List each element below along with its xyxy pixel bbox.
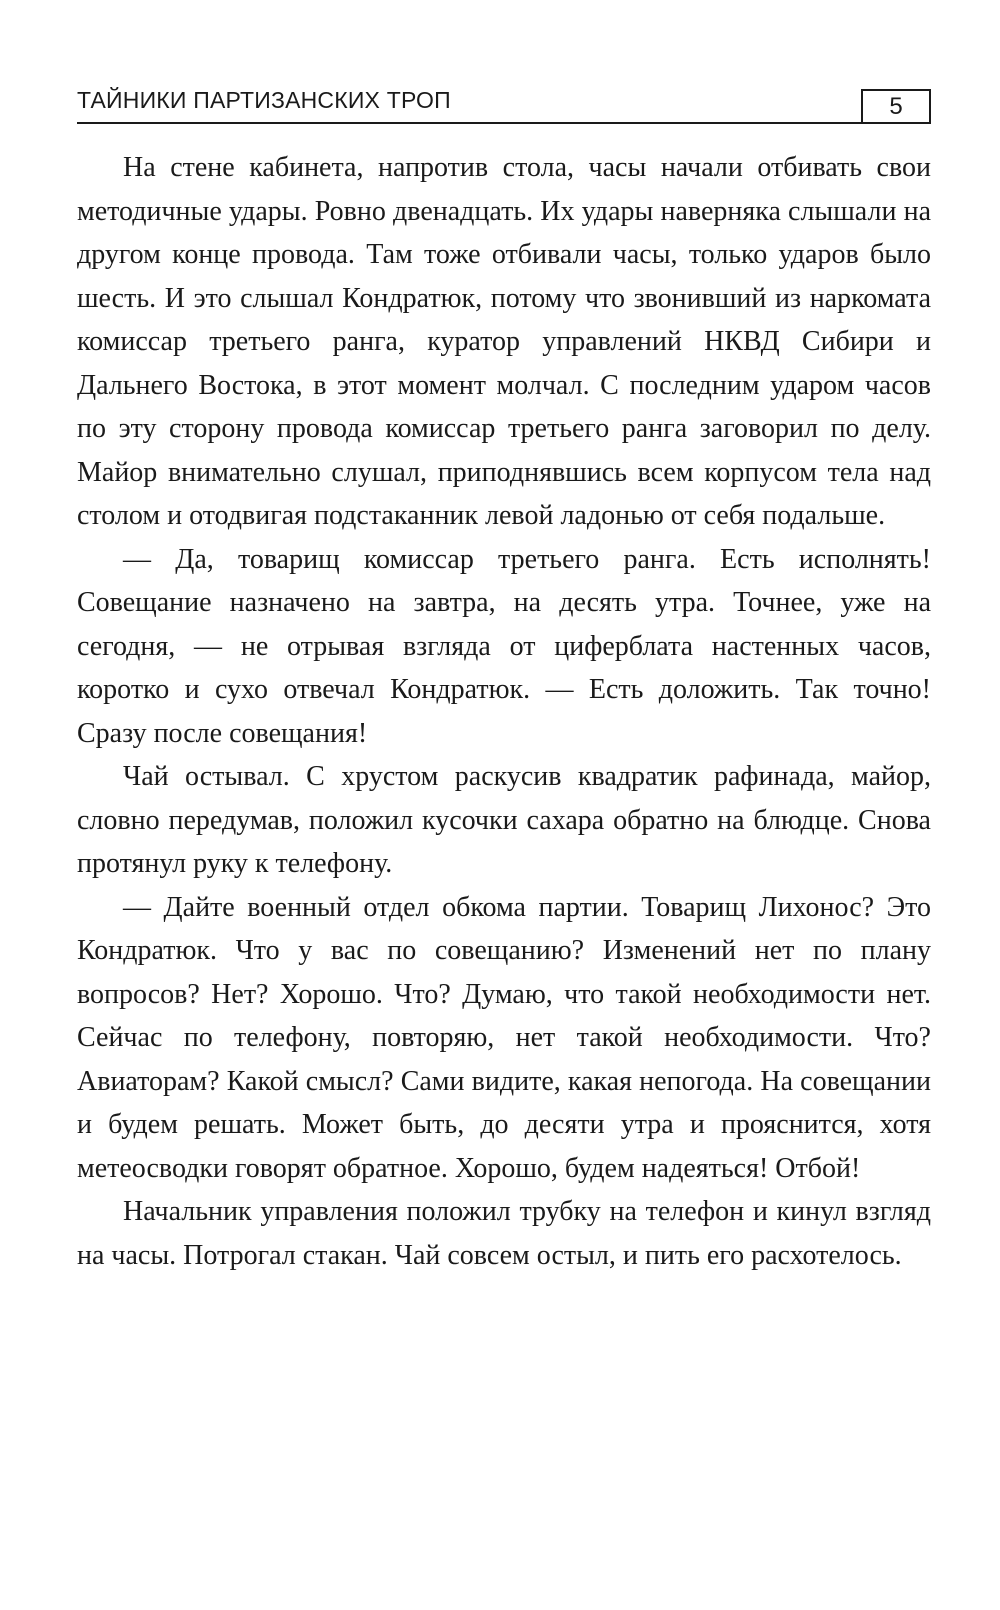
- running-header: [77, 86, 931, 124]
- paragraph-3: Чай остывал. С хрустом раскусив квадратик рафинада, майор, словно передумав, положил кусочки сахара обратно на блюдце. Снова протянул руку к телефону.: [77, 761, 931, 879]
- paragraph-4: — Дайте военный отдел обкома партии. Товарищ Лихонос? Это Кондратюк. Что у вас по совещанию? Изменений нет по плану вопросов? Нет? Хорошо. Что? Думаю, что такой необходимости нет. Сейчас по телефону, повторяю, нет такой необходимости. Что? Авиаторам? Какой смысл? Сами видите, какая непогода. На совещании и будем решать. Может быть, до десяти утра и прояснится, хотя метеосводки говорят обратное. Хорошо, будем надеяться! Отбой!: [77, 891, 931, 1184]
- paragraph-2: — Да, товарищ комиссар третьего ранга. Есть исполнять! Совещание назначено на завтра, на десять утра. Точнее, уже на сегодня, — не отрывая взгляда от циферблата настенных часов, коротко и сухо отвечал Кондратюк. — Есть доложить. Так точно! Сразу после совещания!: [77, 543, 931, 749]
- page-number: 5: [861, 89, 931, 122]
- paragraph-5: Начальник управления положил трубку на телефон и кинул взгляд на часы. Потрогал стакан. Чай совсем остыл, и пить его расхотелось.: [77, 1196, 931, 1271]
- paragraph-1: На стене кабинета, напротив стола, часы начали отбивать свои методичные удары. Ровно двенадцать. Их удары наверняка слышали на другом конце провода. Там тоже отбивали часы, только ударов было шесть. И это слышал Кондратюк, потому что звонивший из наркомата комиссар третьего ранга, куратор управлений НКВД Сибири и Дальнего Востока, в этот момент молчал. С последним ударом часов по эту сторону провода комиссар третьего ранга заговорил по делу. Майор внимательно слушал, приподнявшись всем корпусом тела над столом и отодвигая подстаканник левой ладонью от себя подальше.: [77, 152, 931, 531]
- body-text: [77, 146, 931, 1277]
- running-title: ТАЙНИКИ ПАРТИЗАНСКИХ ТРОП: [77, 87, 451, 113]
